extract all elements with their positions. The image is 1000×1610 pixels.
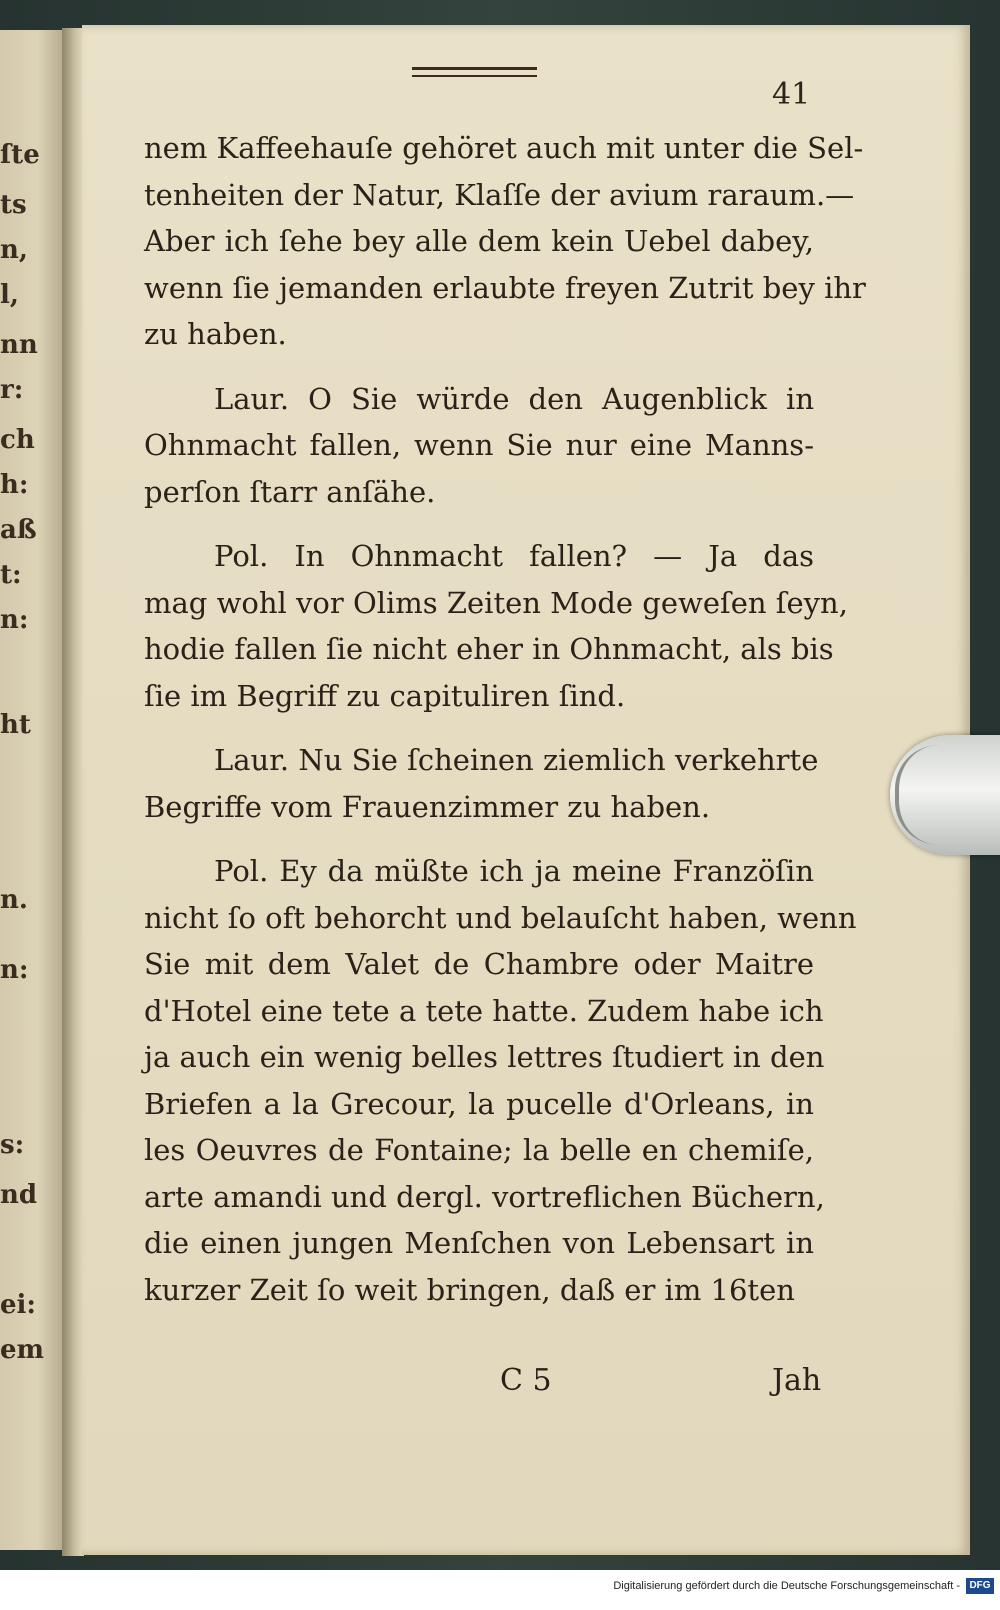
left-page-fragment: ei: bbox=[0, 1290, 37, 1320]
paragraph-p4 bbox=[144, 737, 819, 830]
left-page-fragment: n. bbox=[0, 885, 28, 915]
text-line: kurzer Zeit ſo weit bringen, daß er im 16ten bbox=[144, 1272, 795, 1307]
left-page-fragment: r: bbox=[0, 375, 24, 405]
text-line: Pol. In Ohnmacht fallen? — Ja das bbox=[214, 539, 814, 573]
paragraph-gap bbox=[144, 358, 814, 376]
text-line: perſon ſtarr anſähe. bbox=[144, 474, 436, 509]
text-line: Laur. O Sie würde den Augenblick in bbox=[214, 381, 814, 416]
text-line: die einen jungen Menſchen von Lebensart in bbox=[144, 1226, 814, 1260]
text-line: wenn ſie jemanden erlaubte freyen Zutrit bey ihr bbox=[144, 270, 866, 305]
left-page-fragment: n: bbox=[0, 955, 29, 985]
book-page bbox=[82, 25, 970, 1555]
left-page-fragment: t: bbox=[0, 560, 22, 590]
text-line: tenheiten der Natur, Klaſſe der avium raraum.— bbox=[144, 177, 855, 212]
text-line: d'Hotel eine tete a tete hatte. Zudem habe ich bbox=[144, 993, 824, 1028]
signature-mark: C 5 bbox=[500, 1363, 552, 1398]
paragraph-gap bbox=[144, 830, 814, 848]
left-page-fragment: ſte bbox=[0, 140, 40, 170]
text-line: Laur. Nu Sie ſcheinen ziemlich verkehrte bbox=[214, 743, 819, 777]
paragraph-p5 bbox=[144, 848, 857, 1313]
header-rule-bottom bbox=[412, 75, 537, 77]
page-text bbox=[144, 125, 866, 1313]
footer-credit: Digitalisierung gefördert durch die Deutsche Forschungsgemeinschaft - bbox=[613, 1580, 960, 1592]
left-page-fragment: ts bbox=[0, 190, 27, 220]
text-line: Pol. Ey da müßte ich ja meine Franzöſin bbox=[214, 854, 814, 888]
header-rule-top bbox=[412, 67, 537, 70]
book-gutter bbox=[62, 28, 84, 1556]
left-page-fragment: aß bbox=[0, 515, 37, 545]
left-page-fragment: nd bbox=[0, 1180, 38, 1210]
text-line: hodie fallen ſie nicht eher in Ohnmacht, als bis bbox=[144, 632, 834, 666]
left-page-fragment: nn bbox=[0, 330, 38, 360]
left-page-fragment: ht bbox=[0, 710, 31, 740]
text-line: Briefen a la Grecour, la pucelle d'Orleans, in bbox=[144, 1086, 814, 1121]
left-page-fragment: h: bbox=[0, 470, 29, 500]
paragraph-p2 bbox=[144, 376, 814, 516]
text-line: nem Kaffeehauſe gehöret auch mit unter die Sel- bbox=[144, 131, 864, 165]
text-line: ja auch ein wenig belles lettres ſtudiert in den bbox=[144, 1040, 825, 1074]
left-page-fragment: n: bbox=[0, 605, 29, 635]
text-line: Begriffe vom Frauenzimmer zu haben. bbox=[144, 789, 711, 824]
text-line: Aber ich ſehe bey alle dem kein Uebel dabey, bbox=[144, 224, 814, 258]
catchword: Jah bbox=[772, 1363, 822, 1398]
text-line: ſie im Begriff zu capituliren ſind. bbox=[144, 678, 626, 713]
text-line: Ohnmacht fallen, wenn Sie nur eine Manns- bbox=[144, 428, 814, 462]
paragraph-gap bbox=[144, 515, 814, 533]
left-page-fragment: em bbox=[0, 1335, 45, 1365]
text-line: arte amandi und dergl. vortreflichen Büchern, bbox=[144, 1179, 825, 1214]
paragraph-p1 bbox=[144, 125, 866, 358]
left-page-edge bbox=[0, 30, 62, 1550]
text-line: nicht ſo oft behorcht und belauſcht haben, wenn bbox=[144, 900, 857, 935]
left-page-fragment: l, bbox=[0, 280, 19, 310]
text-line: zu haben. bbox=[144, 317, 287, 351]
text-line: Sie mit dem Valet de Chambre oder Maitre bbox=[144, 947, 814, 981]
paragraph-gap bbox=[144, 719, 814, 737]
paragraph-p3 bbox=[144, 533, 848, 719]
page-number: 41 bbox=[772, 77, 811, 112]
left-page-fragment: s: bbox=[0, 1130, 25, 1160]
left-page-fragment: n, bbox=[0, 235, 28, 265]
text-line: mag wohl vor Olims Zeiten Mode geweſen ſeyn, bbox=[144, 585, 848, 620]
left-page-fragment: ch bbox=[0, 425, 35, 455]
dfg-logo-icon: DFG bbox=[966, 1578, 994, 1594]
text-line: les Oeuvres de Fontaine; la belle en chemiſe, bbox=[144, 1133, 814, 1167]
